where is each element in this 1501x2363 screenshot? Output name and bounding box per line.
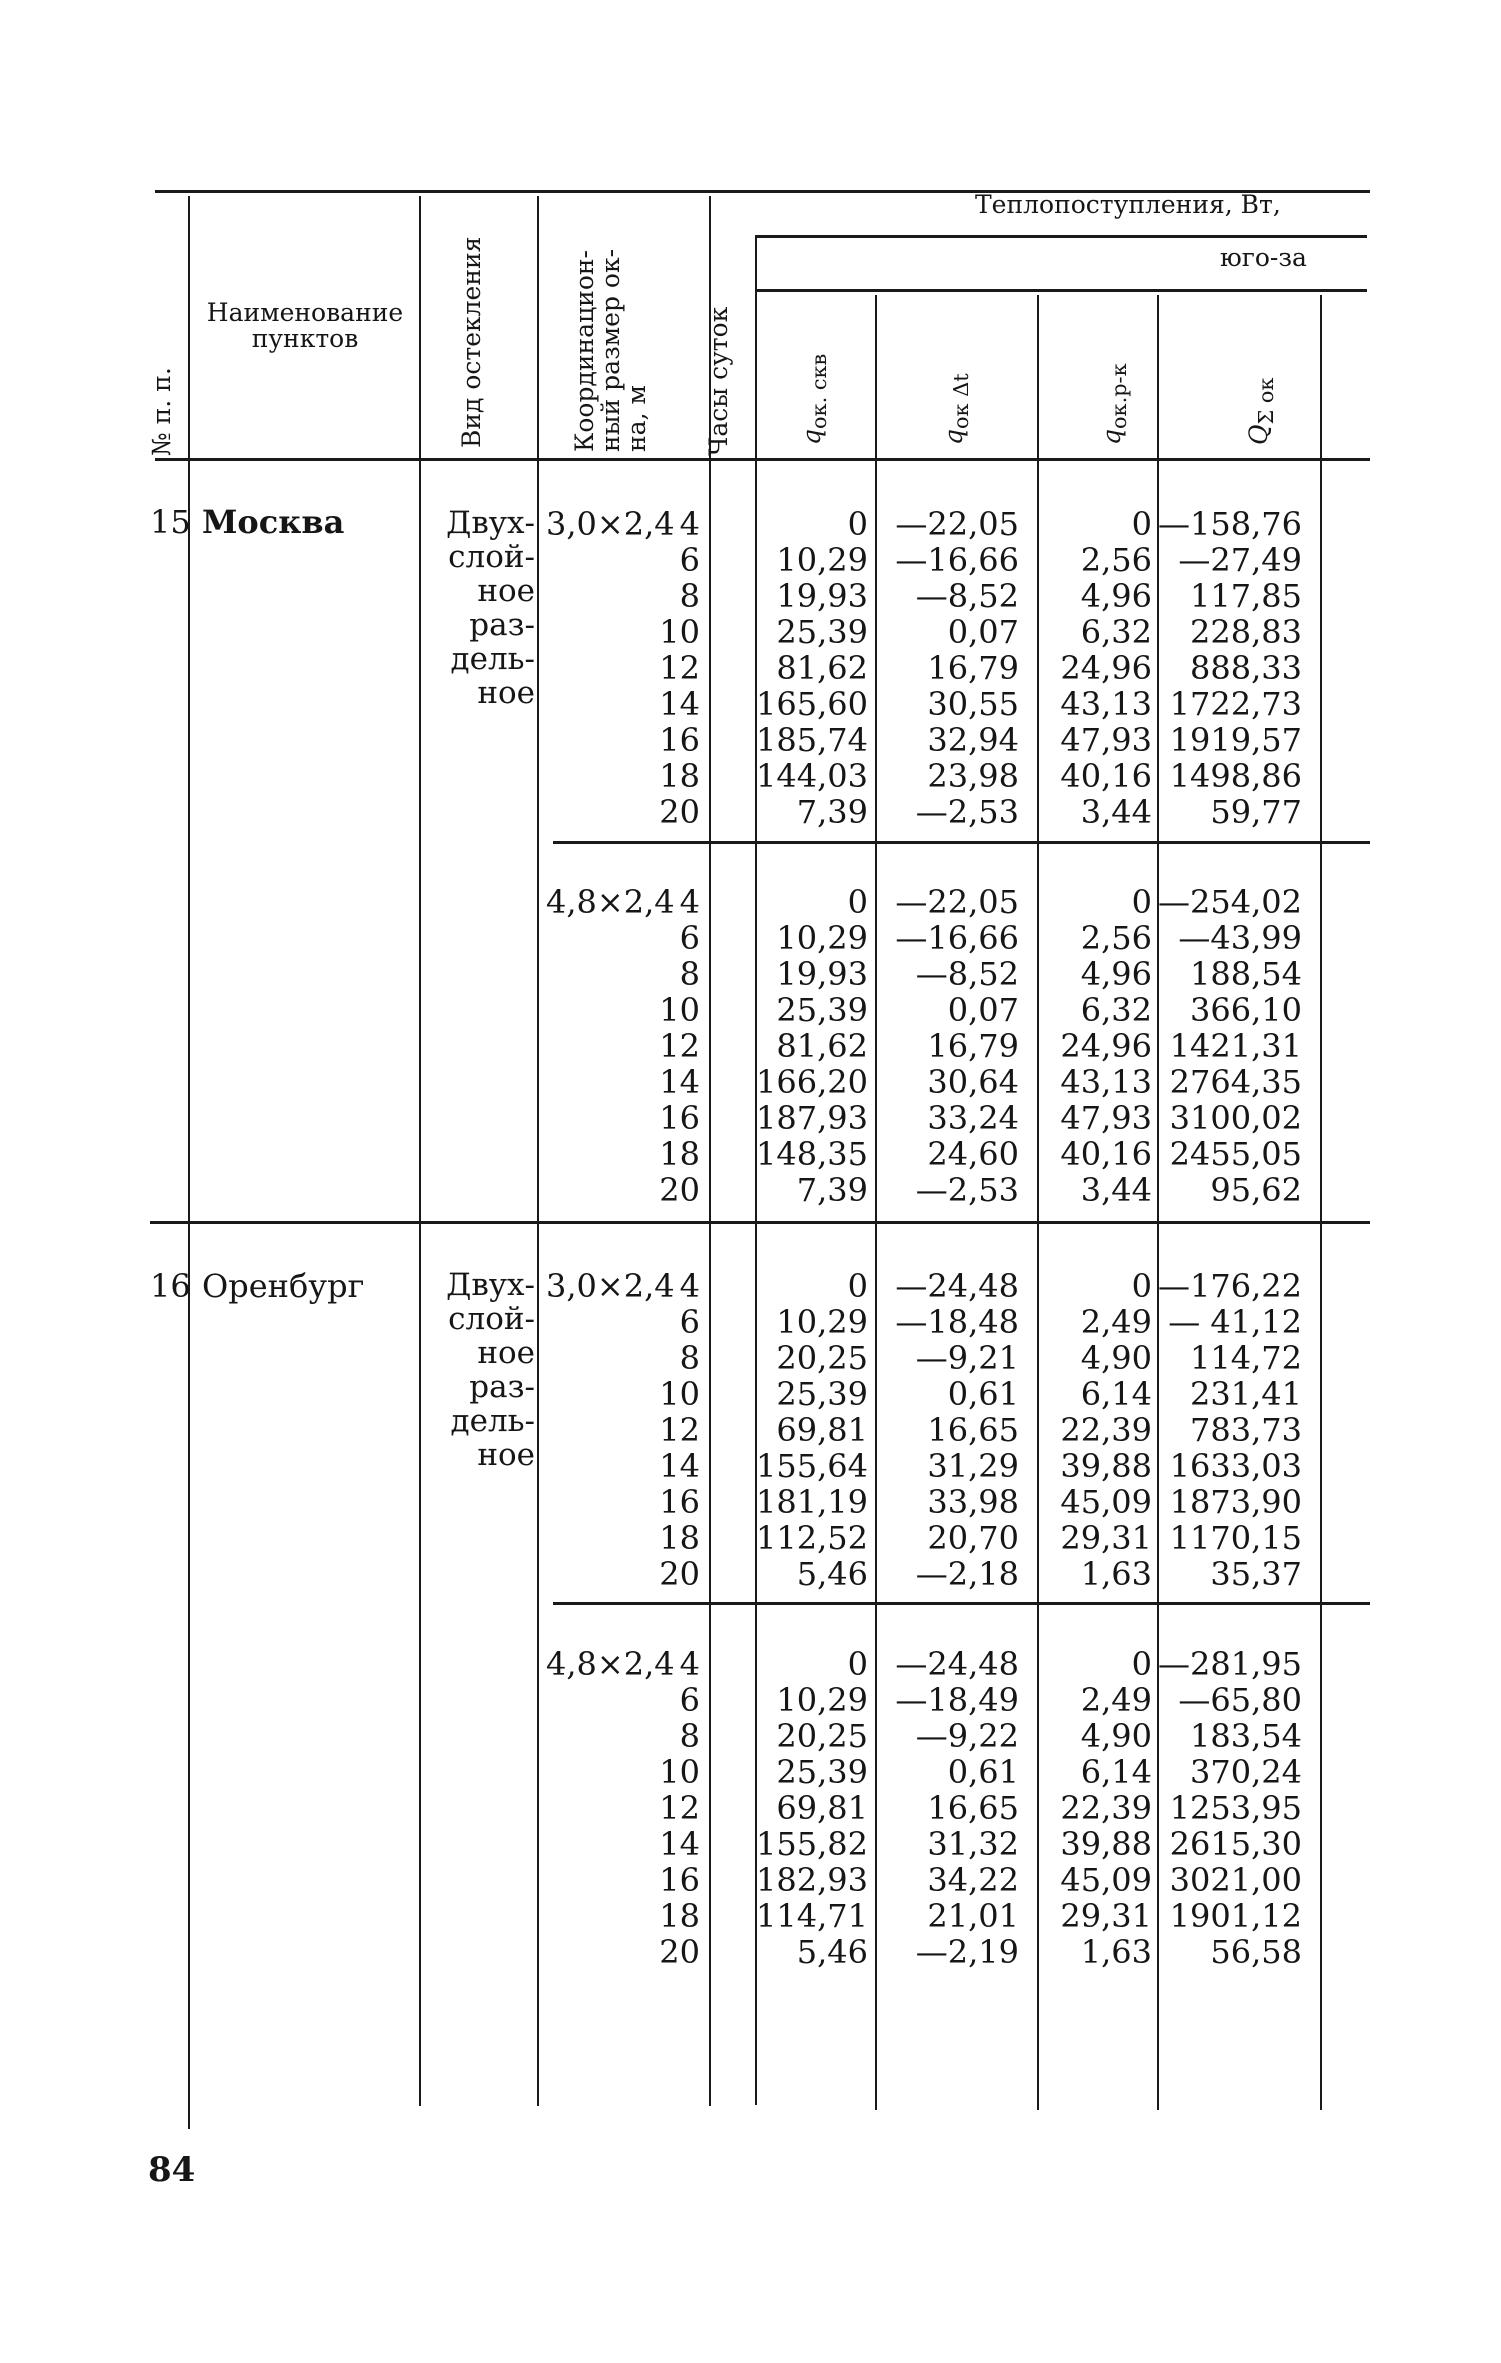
heat-gain-header: Теплопоступления, Вт, bbox=[975, 190, 1281, 219]
q-total-header: $Q_{\Sigma ок}$ bbox=[1244, 377, 1278, 445]
hours-orenburg-b: 4 6 8 10 12 14 16 18 20 bbox=[659, 1645, 700, 1971]
moscow-size-separator bbox=[553, 841, 1370, 844]
col-line-9 bbox=[1320, 295, 1322, 2110]
heat-header-rule bbox=[755, 235, 1367, 238]
table-header-bottom-rule bbox=[155, 458, 1370, 461]
q-reflected-moscow-a: 0 2,56 4,96 6,32 24,96 43,13 47,93 40,16 3,44 bbox=[1060, 505, 1152, 831]
window-size-moscow-b: 4,8×2,4 bbox=[546, 883, 675, 921]
row-number-15: 15 bbox=[150, 503, 191, 541]
window-size-header-line3: на, м bbox=[622, 385, 651, 452]
orenburg-size-separator bbox=[553, 1602, 1370, 1605]
window-size-orenburg-b: 4,8×2,4 bbox=[546, 1645, 675, 1683]
q-direct-moscow-b: 0 10,29 19,93 25,39 81,62 166,20 187,93 148,35 7,39 bbox=[756, 883, 868, 1209]
q-direct-orenburg-b: 0 10,29 20,25 25,39 69,81 155,82 182,93 114,71 5,46 bbox=[756, 1645, 868, 1971]
window-size-orenburg-a: 3,0×2,4 bbox=[546, 1267, 675, 1305]
col-line-3 bbox=[537, 196, 539, 2106]
col-line-1 bbox=[188, 196, 190, 2129]
q-delta-t-header: $q_{ок \Delta t}$ bbox=[939, 373, 973, 445]
q-delta-t-orenburg-a: —24,48 —18,48 —9,21 0,61 16,65 31,29 33,98 20,70 —2,18 bbox=[895, 1267, 1019, 1593]
window-size-moscow-a: 3,0×2,4 bbox=[546, 505, 675, 543]
hours-moscow-b: 4 6 8 10 12 14 16 18 20 bbox=[659, 883, 700, 1209]
hours-orenburg-a: 4 6 8 10 12 14 16 18 20 bbox=[659, 1267, 700, 1593]
orientation-header: юго-за bbox=[1220, 243, 1307, 272]
window-size-header-line1: Координацион- bbox=[570, 250, 599, 452]
point-name-header-line1: Наименование bbox=[206, 298, 404, 327]
q-reflected-orenburg-b: 0 2,49 4,90 6,14 22,39 39,88 45,09 29,31 1,63 bbox=[1060, 1645, 1152, 1971]
glazing-type-header: Вид остекления bbox=[457, 236, 486, 448]
q-total-moscow-b: —254,02 —43,99 188,54 366,10 1421,31 2764,35 3100,02 2455,05 95,62 bbox=[1158, 883, 1302, 1209]
q-total-orenburg-a: —176,22 — 41,12 114,72 231,41 783,73 1633,03 1873,90 1170,15 35,37 bbox=[1158, 1267, 1302, 1593]
row-number-header: № п. п. bbox=[147, 367, 176, 456]
col-line-6 bbox=[875, 295, 877, 2110]
page-number: 84 bbox=[148, 2150, 196, 2190]
q-reflected-header: $q_{ок.р-к}$ bbox=[1097, 363, 1131, 445]
orientation-header-rule bbox=[755, 289, 1367, 292]
hours-header: Часы суток bbox=[704, 306, 733, 456]
col-line-4 bbox=[709, 196, 711, 2106]
glazing-type-moscow: Двух- слой- ное раз- дель- ное bbox=[446, 505, 535, 711]
city-moscow: Москва bbox=[202, 503, 345, 541]
q-total-orenburg-b: —281,95 —65,80 183,54 370,24 1253,95 2615,30 3021,00 1901,12 56,58 bbox=[1158, 1645, 1302, 1971]
q-delta-t-orenburg-b: —24,48 —18,49 —9,22 0,61 16,65 31,32 34,22 21,01 —2,19 bbox=[895, 1645, 1019, 1971]
q-delta-t-moscow-b: —22,05 —16,66 —8,52 0,07 16,79 30,64 33,24 24,60 —2,53 bbox=[895, 883, 1019, 1209]
q-direct-orenburg-a: 0 10,29 20,25 25,39 69,81 155,64 181,19 112,52 5,46 bbox=[756, 1267, 868, 1593]
q-delta-t-moscow-a: —22,05 —16,66 —8,52 0,07 16,79 30,55 32,94 23,98 —2,53 bbox=[895, 505, 1019, 831]
point-name-header-line2: пунктов bbox=[251, 324, 359, 353]
q-direct-moscow-a: 0 10,29 19,93 25,39 81,62 165,60 185,74 144,03 7,39 bbox=[756, 505, 868, 831]
glazing-type-orenburg: Двух- слой- ное раз- дель- ное bbox=[446, 1267, 535, 1473]
city-orenburg: Оренбург bbox=[202, 1267, 365, 1305]
q-direct-header: $q_{ок. скв}$ bbox=[797, 353, 831, 445]
window-size-header-line2: ный размер ок- bbox=[596, 248, 625, 452]
col-line-2 bbox=[419, 196, 421, 2106]
col-line-7 bbox=[1037, 295, 1039, 2110]
hours-moscow-a: 4 6 8 10 12 14 16 18 20 bbox=[659, 505, 700, 831]
q-total-moscow-a: —158,76 —27,49 117,85 228,83 888,33 1722,73 1919,57 1498,86 59,77 bbox=[1158, 505, 1302, 831]
q-reflected-orenburg-a: 0 2,49 4,90 6,14 22,39 39,88 45,09 29,31 1,63 bbox=[1060, 1267, 1152, 1593]
row-number-16: 16 bbox=[150, 1267, 191, 1305]
q-reflected-moscow-b: 0 2,56 4,96 6,32 24,96 43,13 47,93 40,16 3,44 bbox=[1060, 883, 1152, 1209]
city-separator-rule bbox=[150, 1221, 1370, 1224]
